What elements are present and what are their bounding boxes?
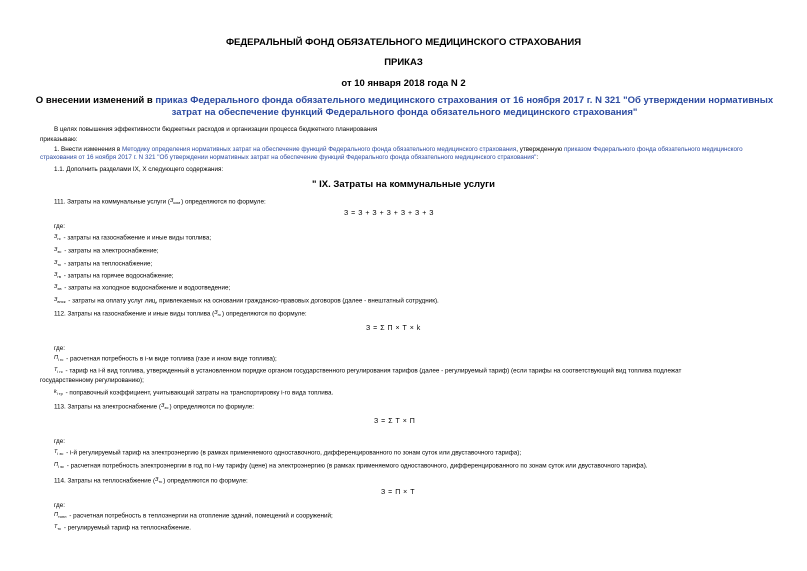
def-113-0 xyxy=(54,449,521,458)
def-symbol xyxy=(54,389,63,397)
def-sym: k xyxy=(54,389,57,395)
order-link[interactable]: приказом Федерального фонда обязательного медицинского страхования от 16 ноября 2017 г. N 321 "Об утверждении нормативных затрат на обеспечение функций Федерального фонда обязательного медицинского страхования" xyxy=(40,146,743,161)
intro-line1: В целях повышения эффективности бюджетных расходов и организации процесса бюджетного планирования xyxy=(54,126,378,133)
item-114-before: 114. Затраты на теплоснабжение ( xyxy=(54,477,156,485)
item-113-symbol xyxy=(161,403,168,411)
item-113-after: ) определяются по формуле: xyxy=(169,403,255,411)
formula-113: З = Σ Т × П xyxy=(374,418,416,425)
def-sym: З xyxy=(54,284,58,290)
item-114-symbol xyxy=(155,477,162,485)
formula-114: З = П × Т xyxy=(381,489,415,496)
methodology-link[interactable]: Методику определения нормативных затрат на обеспечение функций Федерального фонда обязательного медицинского страхования xyxy=(121,146,517,153)
p1-end: : xyxy=(536,154,539,161)
formula-112: З = Σ П × Т × k xyxy=(366,325,421,332)
def-112-0 xyxy=(54,355,277,364)
def-111-1 xyxy=(54,247,159,256)
def-symbol xyxy=(54,367,63,375)
item-112-symbol xyxy=(214,310,221,318)
def-sym: П xyxy=(54,462,58,468)
def-114-0 xyxy=(54,512,333,521)
def-sub: i эс xyxy=(57,451,64,457)
symbol-main: З xyxy=(161,403,165,409)
def-text: - тариф на i-й вид топлива, утвержденный в установленном порядке органом государственного регулирования тарифов (далее - регулируемый тариф) (если тарифы на соответствующий вид топлива подлежат xyxy=(65,367,682,375)
def-sym: П xyxy=(54,512,58,518)
intro-line2: приказываю: xyxy=(40,136,78,143)
doc-date: от 10 января 2018 года N 2 xyxy=(341,78,466,89)
def-112-1 xyxy=(54,367,681,376)
def-111-5 xyxy=(54,297,439,306)
def-text: - затраты на газоснабжение и иные виды топлива; xyxy=(63,234,212,242)
def-sym: Т xyxy=(54,367,58,373)
where-114: где: xyxy=(54,502,65,509)
def-text: - расчетная потребность электроэнергии в год по i-му тарифу (цене) на электроэнергию (в рамках применяемого одноставочного, дифференцированного по зонам суток или двуставочного тарифа). xyxy=(66,462,648,470)
doc-subject xyxy=(32,95,777,119)
def-text: - затраты на теплоснабжение; xyxy=(63,260,153,268)
def-symbol xyxy=(54,449,63,457)
symbol-sub: тс xyxy=(158,479,163,485)
def-sub: тс xyxy=(57,526,62,532)
def-113-1 xyxy=(54,462,648,471)
def-symbol xyxy=(54,272,61,280)
def-sub: хв xyxy=(57,286,62,292)
def-symbol xyxy=(54,284,62,292)
section-title: " IX. Затраты на коммунальные услуги xyxy=(312,179,495,190)
def-symbol xyxy=(54,260,61,268)
where-111: где: xyxy=(54,223,65,230)
def-symbol xyxy=(54,462,64,470)
def-112-3 xyxy=(54,389,333,398)
def-text: - затраты на электроснабжение; xyxy=(64,247,159,255)
def-sym: З xyxy=(54,297,58,303)
item-113-text xyxy=(54,403,254,412)
symbol-sub: ком xyxy=(173,200,181,206)
def-symbol xyxy=(54,512,67,520)
def-sub: гс xyxy=(57,236,61,242)
def-text: - затраты на холодное водоснабжение и водоотведение; xyxy=(64,284,231,292)
def-sub: i гс xyxy=(58,357,64,363)
symbol-main: З xyxy=(155,477,159,483)
item-111-symbol xyxy=(170,198,180,206)
def-sub: i эс xyxy=(58,464,65,470)
org-title: ФЕДЕРАЛЬНЫЙ ФОНД ОБЯЗАТЕЛЬНОГО МЕДИЦИНСКОГО СТРАХОВАНИЯ xyxy=(225,37,582,48)
def-112-2: государственному регулированию); xyxy=(40,377,144,384)
def-sub: внск xyxy=(57,299,66,305)
where-112: где: xyxy=(54,345,65,352)
item-111-before: 111. Затраты на коммунальные услуги ( xyxy=(54,198,170,206)
subject-prefix: О внесении изменений в xyxy=(35,95,156,106)
def-sub: гв xyxy=(57,274,61,280)
def-sub: i гс xyxy=(57,369,63,375)
item-113-before: 113. Затраты на электроснабжение ( xyxy=(54,403,162,411)
def-111-3 xyxy=(54,272,173,281)
def-symbol xyxy=(54,524,61,532)
paragraph-1 xyxy=(40,146,770,162)
def-111-2 xyxy=(54,260,152,269)
def-symbol xyxy=(54,247,61,255)
def-text: - расчетная потребность в теплоэнергии на отопление зданий, помещений и сооружений; xyxy=(69,512,333,520)
item-112-after: ) определяются по формуле: xyxy=(222,310,307,318)
def-sub: i тр xyxy=(56,391,63,397)
paragraph-1-1: 1.1. Дополнить разделами IX, X следующего содержания: xyxy=(54,166,224,173)
def-text: - i-й регулируемый тариф на электроэнергию (в рамках применяемого одноставочного, дифференцированного по зонам суток или двуставочного тарифа); xyxy=(66,449,522,457)
symbol-main: З xyxy=(214,310,218,316)
def-111-0 xyxy=(54,234,211,243)
def-sym: Т xyxy=(54,524,58,530)
def-sub: топл xyxy=(58,514,67,520)
item-111-after: ) определяются по формуле: xyxy=(181,198,266,206)
def-symbol xyxy=(54,297,65,305)
item-112-before: 112. Затраты на газоснабжение и иные виды топлива ( xyxy=(54,310,215,318)
formula-111: З = З + З + З + З + З + З xyxy=(344,210,434,217)
item-114-text xyxy=(54,477,248,486)
def-114-1 xyxy=(54,524,191,533)
def-111-4 xyxy=(54,284,230,293)
symbol-sub: эс xyxy=(164,405,169,411)
symbol-main: З xyxy=(169,198,174,204)
def-sym: З xyxy=(54,247,58,253)
def-sub: тс xyxy=(57,262,62,268)
doc-type: ПРИКАЗ xyxy=(384,57,423,68)
def-sub: эс xyxy=(57,249,62,255)
p1-mid: , утвержденную xyxy=(516,146,565,153)
where-113: где: xyxy=(54,438,65,445)
def-text: - регулируемый тариф на теплоснабжение. xyxy=(63,524,191,532)
def-sym: З xyxy=(54,272,58,278)
def-text: - затраты на оплату услуг лиц, привлекаемых на основании гражданско-правовых договоров (далее - внештатный сотрудник). xyxy=(68,297,439,305)
def-text: - поправочный коэффициент, учитывающий затраты на транспортировку i-го вида топлива. xyxy=(65,389,334,397)
def-sym: Т xyxy=(54,449,58,455)
item-112-text xyxy=(54,310,307,319)
def-symbol xyxy=(54,234,61,242)
item-111-text xyxy=(54,198,266,207)
symbol-sub: гс xyxy=(217,312,222,318)
def-sym: П xyxy=(54,355,58,361)
p1-prefix: 1. Внести изменения в xyxy=(54,146,122,153)
item-114-after: ) определяются по формуле: xyxy=(163,477,248,485)
def-sym: З xyxy=(54,260,58,266)
def-text: - расчетная потребность в i-м виде топлива (газе и ином виде топлива); xyxy=(66,355,277,363)
def-text: - затраты на горячее водоснабжение; xyxy=(63,272,174,280)
def-sym: З xyxy=(54,234,58,240)
def-symbol xyxy=(54,355,63,363)
subject-link[interactable]: приказ Федерального фонда обязательного медицинского страхования от 16 ноября 2017 г. N 321 "Об утверждении нормативных затрат на обеспечение функций Федерального фонда обязательного медицинского страхования" xyxy=(155,95,774,118)
